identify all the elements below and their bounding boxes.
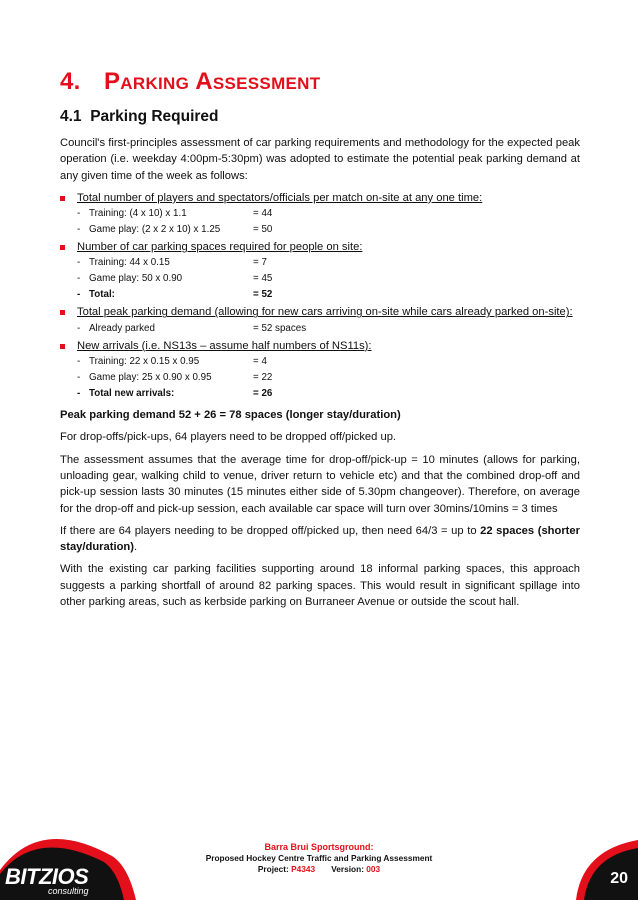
- sub-item: [77, 271, 580, 287]
- footer-info: [0, 842, 638, 875]
- subsection-title: Parking Required: [90, 108, 219, 125]
- calc-result: = 52: [253, 289, 273, 301]
- requirement-text: If there are 64 players needing to be dropped off/picked up, then need 64/3 = up to: [60, 524, 481, 537]
- page-number: 20: [610, 870, 628, 887]
- subsection-heading: [60, 108, 219, 126]
- body-text: [60, 135, 580, 616]
- sub-item: [77, 321, 580, 337]
- dropoff-requirement-paragraph: [60, 523, 580, 556]
- requirement-suffix: .: [133, 541, 138, 554]
- footer-project-name: Barra Brui Sportsground:: [264, 842, 374, 852]
- sub-list: [77, 206, 580, 238]
- calc-label: Total:: [89, 289, 115, 301]
- bullet-item: [60, 338, 580, 402]
- dropoff-paragraph: For drop-offs/pick-ups, 64 players need to be dropped off/picked up.: [60, 431, 397, 444]
- calc-result: = 7: [253, 257, 267, 269]
- sub-item: [77, 370, 580, 386]
- peak-demand-statement: Peak parking demand 52 + 26 = 78 spaces (longer stay/duration): [60, 409, 401, 422]
- calc-label: Training: (4 x 10) x 1.1: [89, 208, 187, 220]
- sub-list: [77, 255, 580, 303]
- sub-item: [77, 222, 580, 238]
- section-heading: [60, 68, 320, 96]
- calc-result: = 52 spaces: [253, 322, 307, 334]
- bullet-heading: Total number of players and spectators/officials per match on-site at any one time:: [77, 191, 483, 204]
- sub-item: [77, 206, 580, 222]
- bullet-heading: New arrivals (i.e. NS13s – assume half numbers of NS11s):: [77, 339, 372, 352]
- project-number: P4343: [291, 864, 316, 874]
- sub-item: [77, 255, 580, 271]
- calc-result: = 22: [253, 372, 273, 384]
- sub-list: [77, 354, 580, 402]
- calc-label: Total new arrivals:: [89, 388, 175, 400]
- footer-report-title: Proposed Hockey Centre Traffic and Parking Assessment: [205, 853, 433, 863]
- sub-item: [77, 354, 580, 370]
- calc-result: = 45: [253, 273, 273, 285]
- bullet-item: [60, 239, 580, 303]
- bullet-item: [60, 190, 580, 238]
- section-title: Parking Assessment: [104, 68, 321, 95]
- bullet-heading: Number of car parking spaces required for people on site:: [77, 241, 363, 254]
- requirement-bold: 22 spaces (shorter stay/duration): [60, 524, 580, 554]
- calc-label: Already parked: [89, 322, 155, 334]
- version-label: Version:: [331, 864, 364, 874]
- conclusion-paragraph: With the existing car parking facilities supporting around 18 informal parking spaces, this approach suggests a parking shortfall of around 82 parking spaces. This would result in significant spillage into other parking areas, such as kerbside parking on Burraneer Avenue or outside the scout hall.: [60, 563, 580, 609]
- calc-label: Game play: (2 x 2 x 10) x 1.25: [89, 224, 221, 236]
- sub-list: [77, 321, 580, 337]
- sub-item-total: [77, 287, 580, 303]
- assessment-paragraph: The assessment assumes that the average time for drop-off/pick-up = 10 minutes (allows for parking, unloading gear, walking child to venue, driver return to vehicle etc) and that the combined drop-off and pick-up session lasts 30 minutes (15 minutes either side of 5.30pm changeover). Therefore, on average for the drop-off and pick-up session, each available car space will turn over 30mins/10mins = 3 times: [60, 453, 580, 515]
- calc-label: Training: 22 x 0.15 x 0.95: [89, 356, 200, 368]
- version-number: 003: [366, 864, 381, 874]
- logo-subtitle: consulting: [48, 886, 89, 896]
- page-number-badge: [558, 836, 638, 900]
- section-number: 4.: [60, 68, 81, 95]
- calc-label: Training: 44 x 0.15: [89, 257, 170, 269]
- intro-paragraph: Council's first-principles assessment of car parking requirements and methodology for the expected peak operation (i.e. weekday 4:00pm-5:30pm) was adopted to estimate the potential peak parking demand at any given time of the week as follows:: [60, 137, 580, 182]
- assessment-bullets: [60, 190, 580, 402]
- calc-result: = 4: [253, 356, 267, 368]
- calc-result: = 44: [253, 208, 273, 220]
- calc-result: = 26: [253, 388, 273, 400]
- subsection-number: 4.1: [60, 108, 82, 125]
- calc-label: Game play: 25 x 0.90 x 0.95: [89, 372, 212, 384]
- bullet-heading: Total peak parking demand (allowing for new cars arriving on-site while cars already parked on-site):: [77, 306, 573, 319]
- project-label: Project:: [257, 864, 289, 874]
- calc-result: = 50: [253, 224, 273, 236]
- sub-item-total: [77, 386, 580, 402]
- bullet-item: [60, 304, 580, 336]
- footer-project-meta: [0, 864, 638, 875]
- calc-label: Game play: 50 x 0.90: [89, 273, 183, 285]
- logo-wordmark: BITZIOS: [5, 864, 89, 889]
